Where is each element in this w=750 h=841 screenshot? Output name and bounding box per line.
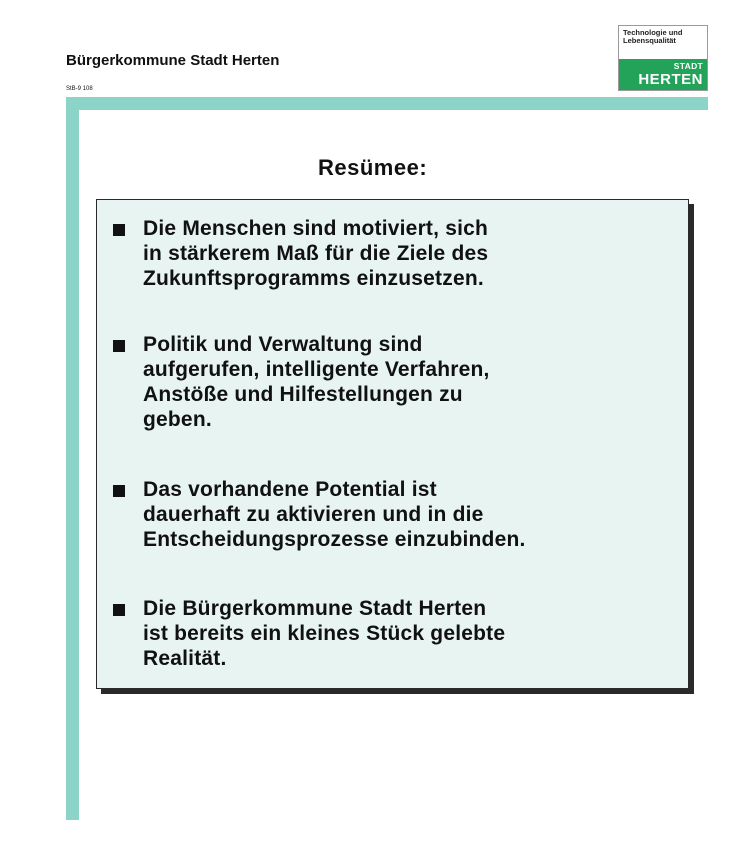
square-bullet-icon xyxy=(113,604,125,616)
stadt-herten-logo xyxy=(618,25,708,91)
document-reference: StB-9 108 xyxy=(66,86,93,92)
bullet-text: Die Bürgerkommune Stadt Herten ist bereits ein kleines Stück gelebte Realität. xyxy=(143,597,506,670)
bullet-text: Politik und Verwaltung sind aufgerufen, intelligente Verfahren, Anstöße und Hilfestellungen zu geben. xyxy=(143,333,490,431)
frame-top-bar xyxy=(66,97,708,110)
bullet-text: Das vorhandene Potential ist dauerhaft zu aktivieren und in die Entscheidungsprozesse einzubinden. xyxy=(143,478,526,551)
logo-green-block xyxy=(619,59,707,90)
square-bullet-icon xyxy=(113,224,125,236)
frame-left-bar xyxy=(66,97,79,820)
document-header-title: Bürgerkommune Stadt Herten xyxy=(66,52,280,69)
logo-stadt-label: STADT xyxy=(673,61,703,71)
logo-herten-label: HERTEN xyxy=(638,71,703,88)
logo-tagline: Technologie und Lebensqualität xyxy=(623,28,683,45)
square-bullet-icon xyxy=(113,340,125,352)
bullet-text: Die Menschen sind motiviert, sich in stärkerem Maß für die Ziele des Zukunftsprogramms einzusetzen. xyxy=(143,217,489,290)
slide-title: Resümee: xyxy=(318,155,428,180)
summary-box xyxy=(96,199,689,689)
square-bullet-icon xyxy=(113,485,125,497)
